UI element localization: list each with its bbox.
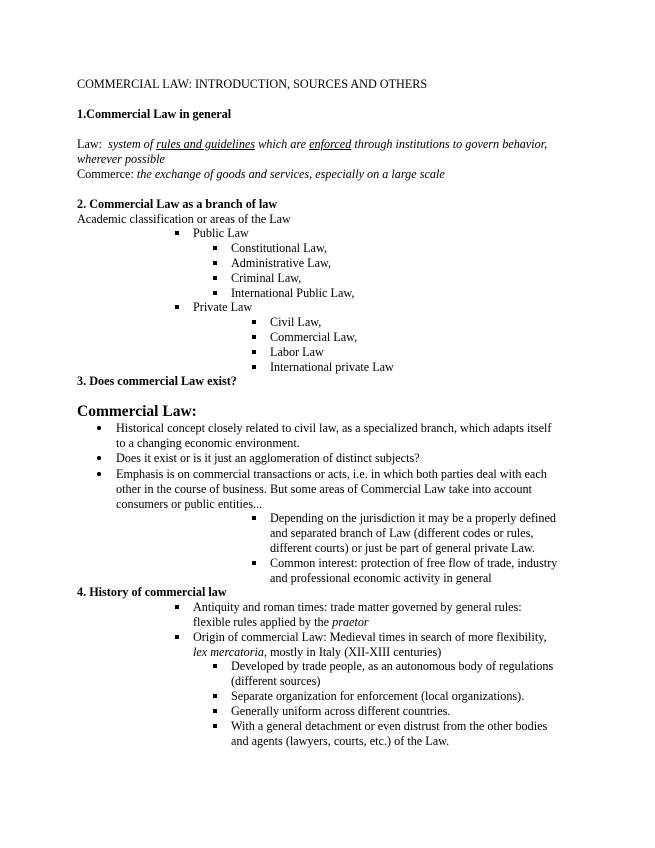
private-law-sub-item: Labor Law: [270, 345, 324, 359]
commerce-label: Commerce:: [77, 167, 134, 181]
public-law-item: Public Law: [193, 226, 249, 240]
bullet-item: Does it exist or is it just an agglomeration of distinct subjects?: [116, 451, 420, 465]
law-definition: [77, 137, 547, 152]
public-law-sub-item: International Public Law,: [231, 286, 355, 300]
history-sub-item: Developed by trade people, as an autonomous body of regulations: [231, 659, 554, 673]
lex-mercatoria-term: lex mercatoria: [193, 645, 264, 659]
law-definition-cont: wherever possible: [77, 152, 165, 166]
law-def-underline-1: rules and guidelines: [156, 137, 256, 151]
section-3-heading: 3. Does commercial Law exist?: [77, 374, 237, 388]
history-item: Antiquity and roman times: trade matter governed by general rules:: [193, 600, 522, 614]
history-sub-item: Separate organization for enforcement (local organizations).: [231, 689, 525, 703]
law-def-part-2: which are: [258, 137, 307, 151]
commerce-definition: [77, 167, 445, 182]
private-law-sub-item: International private Law: [270, 360, 394, 374]
law-label: Law:: [77, 137, 103, 151]
history-item: Origin of commercial Law: Medieval times in search of more flexibility,: [193, 630, 547, 644]
sub-bullet-item: Depending on the jurisdiction it may be a properly defined: [270, 511, 556, 525]
law-def-part-3: through institutions to govern behavior,: [354, 137, 548, 151]
private-law-sub-item: Commercial Law,: [270, 330, 358, 344]
history-sub-item-cont: (different sources): [231, 674, 321, 688]
bullet-item-cont: consumers or public entities...: [116, 497, 263, 511]
law-def-underline-2: enforced: [309, 137, 352, 151]
commerce-def: the exchange of goods and services, especially on a large scale: [136, 167, 445, 181]
private-law-item: Private Law: [193, 300, 253, 314]
history-sub-item: Generally uniform across different countries.: [231, 704, 451, 718]
history-sub-item: With a general detachment or even distrust from the other bodies: [231, 719, 548, 733]
bullet-item-cont: to a changing economic environment.: [116, 436, 300, 450]
history-item-cont: [193, 645, 441, 660]
law-def-part-1: system of: [108, 137, 154, 151]
section-1-heading: 1.Commercial Law in general: [77, 107, 232, 121]
sub-bullet-item-cont: and separated branch of Law (different codes or rules,: [270, 526, 534, 540]
commercial-law-subheading: Commercial Law:: [77, 403, 197, 420]
sub-bullet-item-cont: and professional economic activity in general: [270, 571, 492, 585]
public-law-sub-item: Constitutional Law,: [231, 241, 328, 255]
bullet-item: Historical concept closely related to civil law, as a specialized branch, which adapts itself: [116, 421, 552, 435]
history-sub-item-cont: and agents (lawyers, courts, etc.) of the Law.: [231, 734, 450, 748]
section-4-heading: 4. History of commercial law: [77, 585, 227, 599]
sub-bullet-item: Common interest: protection of free flow of trade, industry: [270, 556, 558, 570]
private-law-sub-item: Civil Law,: [270, 315, 322, 329]
praetor-term: praetor: [332, 615, 369, 629]
section-2-intro: Academic classification or areas of the Law: [77, 212, 291, 226]
public-law-sub-item: Criminal Law,: [231, 271, 302, 285]
document-title: COMMERCIAL LAW: INTRODUCTION, SOURCES AND OTHERS: [77, 77, 428, 91]
sub-bullet-item-cont: different courts) or just be part of general private Law.: [270, 541, 535, 555]
bullet-item: Emphasis is on commercial transactions or acts, i.e. in which both parties deal with each: [116, 467, 547, 481]
history-item-cont: [193, 615, 369, 630]
lex-mercatoria-rest: , mostly in Italy (XII-XIII centuries): [263, 645, 442, 659]
praetor-lead: flexible rules applied by the: [193, 615, 330, 629]
public-law-sub-item: Administrative Law,: [231, 256, 332, 270]
bullet-item-cont: other in the course of business. But some areas of Commercial Law take into account: [116, 482, 532, 496]
section-2-heading: 2. Commercial Law as a branch of law: [77, 197, 278, 211]
